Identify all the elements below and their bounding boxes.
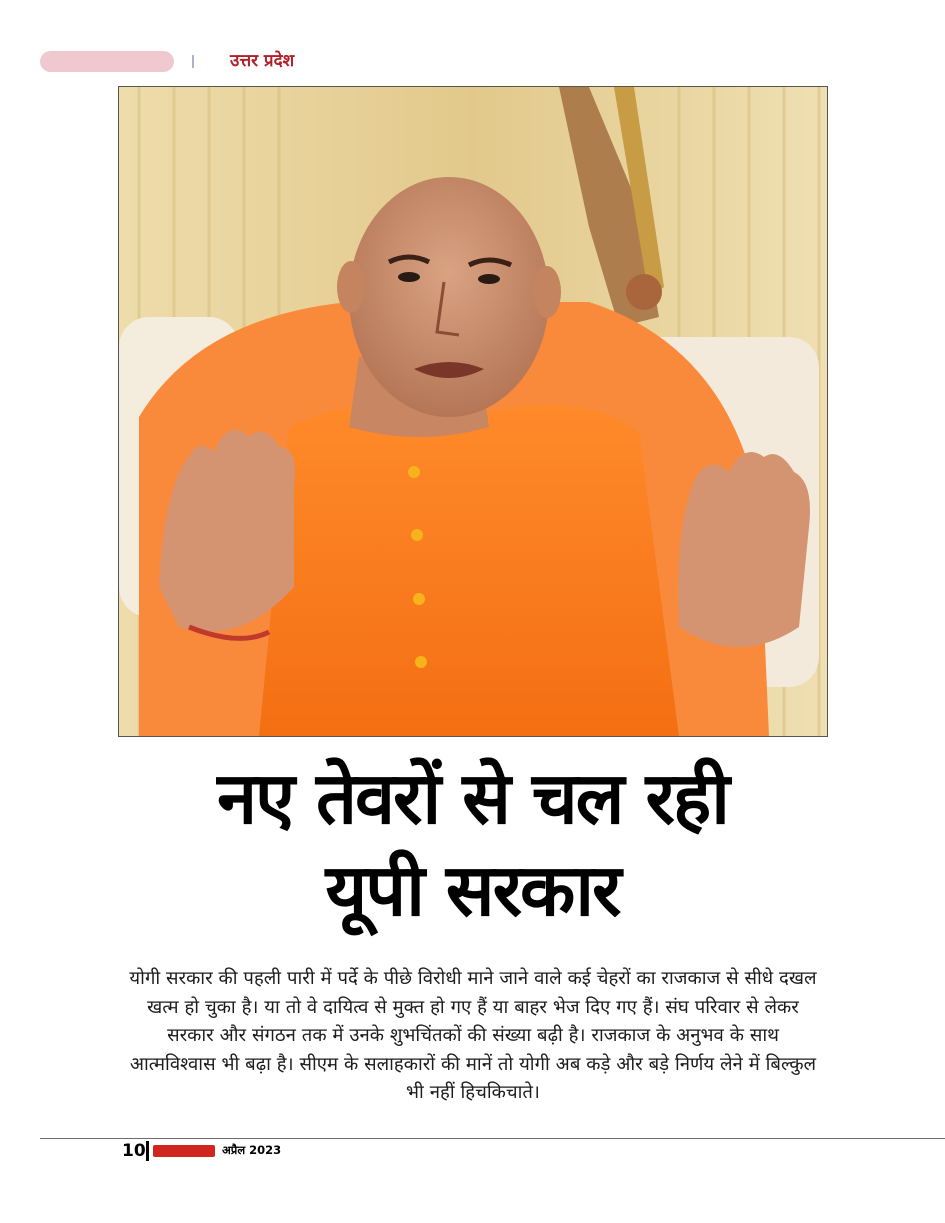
page-number: 10 bbox=[122, 1141, 146, 1161]
issue-date: अप्रैल 2023 bbox=[222, 1143, 282, 1157]
section-divider bbox=[192, 55, 194, 68]
magazine-logo-text bbox=[153, 1145, 215, 1157]
lede-paragraph: योगी सरकार की पहली पारी में पर्दे के पीछे विरोधी माने जाने वाले कई चेहरों का राजकाज से सीधे दखल खत्म हो चुका है। या तो वे दायित्व से मुक्त हो गए हैं या बाहर भेज दिए गए हैं। संघ परिवार से लेकर सरकार और संगठन तक में उनके शुभचिंतकों की संख्या बढ़ी है। राजकाज के अनुभव के साथ आत्मविश्वास भी बढ़ा है। सीएम के सलाहकारों की मानें तो योगी अब कड़े और बड़े निर्णय लेने में बिल्कुल भी नहीं हिचकिचाते। bbox=[129, 968, 817, 1103]
magazine-logo bbox=[153, 1145, 215, 1157]
footer-rule bbox=[40, 1138, 945, 1139]
footer-divider bbox=[146, 1141, 149, 1161]
headline-line-1: नए तेवरों से चल रही bbox=[217, 756, 728, 840]
section-label: उत्तर प्रदेश bbox=[230, 51, 295, 71]
portrait-photo bbox=[119, 87, 827, 736]
section-pill bbox=[40, 51, 174, 72]
headline-line-2: यूपी सरकार bbox=[325, 848, 620, 932]
lead-photo bbox=[118, 86, 828, 737]
headline bbox=[0, 752, 945, 936]
